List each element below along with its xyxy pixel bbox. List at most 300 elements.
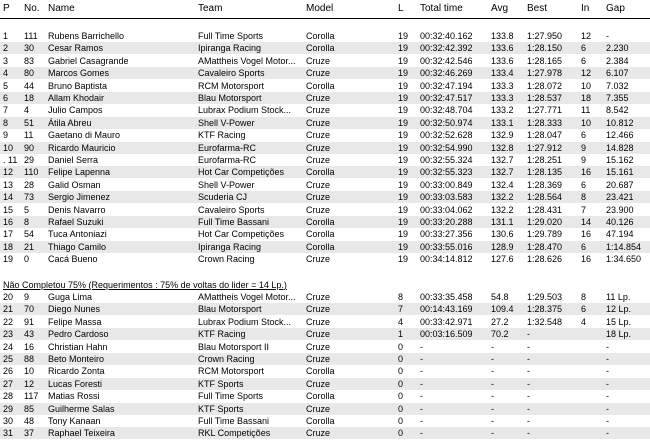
cell-in-lap: 6: [581, 304, 587, 315]
cell-driver-name: Raphael Teixeira: [48, 428, 115, 439]
cell-best-lap: -: [527, 366, 530, 377]
cell-best-lap: -: [527, 428, 530, 439]
cell-total-time: 00:03:16.509: [420, 329, 473, 340]
table-row: [0, 55, 650, 67]
cell-team-name: Shell V-Power: [198, 179, 255, 190]
cell-in-lap: 16: [581, 229, 592, 240]
cell-team-name: Eurofarma-RC: [198, 142, 257, 153]
cell-total-time: 00:32:42.392: [420, 43, 473, 54]
cell-car-number: 37: [24, 428, 35, 439]
cell-driver-name: Lucas Foresti: [48, 378, 103, 389]
cell-average-speed: -: [491, 428, 494, 439]
cell-car-number: 11: [24, 130, 34, 141]
cell-in-lap: 18: [581, 93, 592, 103]
cell-car-number: 88: [24, 354, 35, 364]
cell-driver-name: Cesar Ramos: [48, 43, 104, 54]
cell-best-lap: 1:27.978: [527, 68, 563, 79]
cell-in-lap: 6: [581, 55, 587, 66]
cell-car-model: Corolla: [306, 416, 335, 426]
cell-total-time: 00:33:03.583: [420, 192, 473, 203]
cell-car-number: 18: [24, 93, 35, 103]
cell-average-speed: 132.8: [491, 142, 514, 153]
cell-best-lap: 1:27.950: [527, 31, 563, 41]
cell-best-lap: -: [527, 416, 530, 426]
cell-team-name: Lubrax Podium Stock...: [198, 105, 292, 116]
cell-position: 10: [3, 142, 14, 153]
header-gap: Gap: [606, 3, 625, 14]
cell-car-number: 85: [24, 403, 35, 414]
cell-position: 6: [3, 93, 9, 103]
cell-laps: 19: [398, 80, 409, 91]
cell-best-lap: 1:32.548: [527, 316, 563, 327]
cell-car-model: Cruze: [306, 155, 331, 165]
cell-average-speed: -: [491, 366, 494, 377]
cell-car-model: Corolla: [306, 229, 335, 240]
cell-gap: 10.812: [606, 117, 634, 128]
cell-laps: 0: [398, 403, 404, 414]
cell-position: 12: [3, 167, 14, 178]
cell-team-name: AMattheis Vogel Motor...: [198, 55, 296, 66]
cell-best-lap: 1:28.431: [527, 204, 563, 215]
cell-car-model: Cruze: [306, 55, 331, 66]
cell-team-name: Full Time Sports: [198, 31, 264, 41]
cell-laps: 19: [398, 93, 409, 103]
header-total-time: Total time: [420, 3, 463, 14]
cell-car-number: 10: [24, 366, 35, 377]
cell-average-speed: -: [491, 416, 494, 426]
cell-driver-name: Gaetano di Mauro: [48, 130, 121, 141]
cell-team-name: Scuderia CJ: [198, 192, 248, 203]
cell-in-lap: 16: [581, 254, 592, 265]
cell-average-speed: -: [491, 341, 494, 352]
cell-position: 1: [3, 31, 9, 41]
table-row: [0, 291, 650, 303]
cell-car-number: 83: [24, 55, 35, 66]
cell-car-model: Cruze: [306, 130, 331, 141]
cell-laps: 19: [398, 117, 409, 128]
table-row: [0, 117, 650, 129]
cell-in-lap: 10: [581, 80, 592, 91]
cell-best-lap: 1:28.626: [527, 254, 563, 265]
cell-total-time: -: [420, 391, 423, 402]
cell-position: 24: [3, 341, 14, 352]
header-position: P: [3, 3, 10, 14]
cell-gap: 23.421: [606, 192, 634, 203]
cell-in-lap: 6: [581, 43, 587, 54]
cell-car-model: Cruze: [306, 68, 331, 79]
cell-in-lap: 12: [581, 31, 592, 41]
cell-best-lap: 1:28.047: [527, 130, 563, 141]
cell-car-number: 44: [24, 80, 35, 91]
cell-in-lap: 12: [581, 68, 592, 79]
cell-position: 17: [3, 229, 14, 240]
cell-average-speed: -: [491, 354, 494, 364]
cell-laps: 19: [398, 142, 409, 153]
cell-average-speed: 133.2: [491, 105, 514, 116]
column-header-row: [0, 0, 650, 18]
cell-total-time: 00:32:46.269: [420, 68, 473, 79]
cell-team-name: RCM Motorsport: [198, 366, 265, 377]
cell-laps: 19: [398, 155, 409, 165]
table-row: [0, 403, 650, 415]
cell-total-time: 00:33:55.016: [420, 241, 473, 252]
cell-car-number: 4: [24, 105, 30, 116]
cell-average-speed: 133.1: [491, 117, 514, 128]
cell-average-speed: 109.4: [491, 304, 514, 315]
cell-total-time: -: [420, 378, 423, 389]
cell-position: 25: [3, 354, 14, 364]
table-row: [0, 166, 650, 178]
cell-total-time: -: [420, 341, 423, 352]
cell-car-model: Cruze: [306, 378, 331, 389]
cell-gap: 15 Lp.: [606, 316, 632, 327]
table-row: [0, 129, 650, 141]
cell-gap: 15.161: [606, 167, 634, 178]
cell-average-speed: 127.6: [491, 254, 514, 265]
cell-gap: -: [606, 428, 609, 439]
cell-team-name: RKL Competições: [198, 428, 271, 439]
cell-driver-name: Daniel Serra: [48, 155, 99, 165]
cell-average-speed: 54.8: [491, 292, 509, 302]
cell-gap: 15.162: [606, 155, 634, 165]
cell-total-time: -: [420, 428, 423, 439]
cell-laps: 19: [398, 130, 409, 141]
cell-car-number: 43: [24, 329, 35, 340]
cell-position: 2: [3, 43, 9, 54]
cell-total-time: 00:33:35.458: [420, 292, 473, 302]
cell-total-time: -: [420, 354, 423, 364]
cell-total-time: 00:32:47.517: [420, 93, 473, 103]
cell-gap: -: [606, 403, 609, 414]
cell-position: . 11: [3, 155, 18, 165]
table-row: [0, 316, 650, 328]
cell-team-name: Blau Motorsport II: [198, 341, 270, 352]
cell-driver-name: Gabriel Casagrande: [48, 55, 129, 66]
cell-position: 19: [3, 254, 14, 265]
cell-car-number: 117: [24, 391, 39, 402]
cell-best-lap: 1:28.251: [527, 155, 563, 165]
cell-position: 16: [3, 217, 14, 227]
cell-gap: -: [606, 391, 609, 402]
cell-position: 7: [3, 105, 9, 116]
cell-in-lap: 6: [581, 130, 587, 141]
cell-team-name: Crown Racing: [198, 354, 255, 364]
cell-average-speed: 132.7: [491, 155, 514, 165]
cell-position: 30: [3, 416, 14, 426]
header-name: Name: [48, 3, 75, 14]
cell-total-time: 00:33:00.849: [420, 179, 473, 190]
cell-car-model: Cruze: [306, 403, 331, 414]
cell-team-name: Cavaleiro Sports: [198, 204, 265, 215]
table-row: [0, 253, 650, 265]
cell-best-lap: 1:28.072: [527, 80, 563, 91]
cell-car-model: Cruze: [306, 142, 331, 153]
cell-driver-name: Julio Campos: [48, 105, 103, 116]
cell-gap: 11 Lp.: [606, 292, 631, 302]
header-number: No.: [24, 3, 40, 14]
cell-car-number: 48: [24, 416, 35, 426]
cell-car-number: 73: [24, 192, 35, 203]
cell-car-model: Corolla: [306, 217, 335, 227]
cell-in-lap: 16: [581, 167, 592, 178]
cell-team-name: Full Time Sports: [198, 391, 264, 402]
cell-in-lap: 9: [581, 142, 587, 153]
cell-position: 27: [3, 378, 14, 389]
cell-car-number: 70: [24, 304, 35, 315]
cell-laps: 19: [398, 43, 409, 54]
cell-in-lap: 8: [581, 292, 587, 302]
cell-team-name: Crown Racing: [198, 254, 255, 265]
cell-gap: 20.687: [606, 179, 634, 190]
table-row: [0, 80, 650, 92]
table-row: [0, 67, 650, 79]
cell-position: 9: [3, 130, 9, 141]
table-row: [0, 390, 650, 402]
table-row: [0, 365, 650, 377]
cell-laps: 19: [398, 55, 409, 66]
cell-laps: 19: [398, 192, 409, 203]
cell-laps: 0: [398, 416, 404, 426]
cell-average-speed: 133.6: [491, 55, 514, 66]
cell-team-name: Cavaleiro Sports: [198, 68, 265, 79]
cell-driver-name: Sergio Jimenez: [48, 192, 111, 203]
cell-total-time: 00:32:55.323: [420, 167, 473, 178]
cell-driver-name: Tony Kanaan: [48, 416, 101, 426]
cell-driver-name: Guilherme Salas: [48, 403, 115, 414]
cell-team-name: Ipiranga Racing: [198, 241, 262, 252]
cell-car-model: Corolla: [306, 167, 335, 178]
cell-best-lap: 1:28.333: [527, 117, 563, 128]
cell-gap: -: [606, 31, 609, 41]
cell-average-speed: 133.3: [491, 93, 514, 103]
cell-laps: 19: [398, 167, 409, 178]
cell-car-model: Corolla: [306, 43, 335, 54]
cell-position: 23: [3, 329, 14, 340]
cell-driver-name: Cacá Bueno: [48, 254, 98, 265]
cell-average-speed: -: [491, 403, 494, 414]
table-row: [0, 228, 650, 240]
cell-total-time: 00:32:52.628: [420, 130, 473, 141]
cell-average-speed: 133.6: [491, 43, 514, 54]
cell-position: 18: [3, 241, 14, 252]
table-row: [0, 303, 650, 315]
cell-laps: 19: [398, 254, 409, 265]
cell-average-speed: 27.2: [491, 316, 509, 327]
cell-average-speed: -: [491, 378, 494, 389]
cell-best-lap: 1:29.789: [527, 229, 563, 240]
cell-driver-name: Galid Osman: [48, 179, 101, 190]
cell-laps: 0: [398, 428, 404, 439]
cell-gap: 12 Lp.: [606, 304, 632, 315]
table-row: [0, 241, 650, 253]
cell-best-lap: 1:27.912: [527, 142, 563, 153]
cell-team-name: Full Time Bassani: [198, 217, 270, 227]
cell-laps: 19: [398, 179, 409, 190]
cell-total-time: 00:32:40.162: [420, 31, 473, 41]
cell-laps: 0: [398, 391, 404, 402]
cell-car-number: 0: [24, 254, 30, 265]
cell-driver-name: Felipe Lapenna: [48, 167, 111, 178]
cell-gap: 2.230: [606, 43, 629, 54]
cell-average-speed: 132.2: [491, 204, 514, 215]
cell-car-model: Corolla: [306, 31, 335, 41]
cell-position: 14: [3, 192, 14, 203]
cell-laps: 4: [398, 316, 404, 327]
cell-best-lap: -: [527, 341, 530, 352]
cell-position: 26: [3, 366, 14, 377]
cell-best-lap: -: [527, 329, 530, 340]
cell-gap: -: [606, 341, 609, 352]
cell-driver-name: Pedro Cardoso: [48, 329, 109, 340]
table-row: [0, 353, 650, 365]
cell-total-time: 00:33:04.062: [420, 204, 473, 215]
cell-total-time: 00:34:14.812: [420, 254, 473, 265]
header-model: Model: [306, 3, 334, 14]
cell-team-name: Eurofarma-RC: [198, 155, 257, 165]
cell-total-time: -: [420, 366, 423, 377]
cell-position: 15: [3, 204, 14, 215]
table-row: [0, 179, 650, 191]
cell-position: 31: [3, 428, 14, 439]
cell-total-time: 00:32:42.546: [420, 55, 473, 66]
cell-car-model: Cruze: [306, 179, 331, 190]
table-row: [0, 30, 650, 42]
cell-in-lap: 8: [581, 192, 587, 203]
cell-car-number: 110: [24, 167, 39, 178]
cell-car-number: 28: [24, 179, 35, 190]
cell-car-number: 91: [24, 316, 35, 327]
cell-in-lap: 7: [581, 204, 587, 215]
cell-position: 3: [3, 55, 9, 66]
cell-laps: 19: [398, 229, 409, 240]
cell-best-lap: 1:28.564: [527, 192, 563, 203]
cell-gap: 18 Lp.: [606, 329, 632, 340]
cell-laps: 19: [398, 68, 409, 79]
cell-car-model: Corolla: [306, 80, 335, 91]
table-row: [0, 104, 650, 116]
cell-average-speed: 132.4: [491, 179, 514, 190]
cell-average-speed: 128.9: [491, 241, 514, 252]
cell-in-lap: 9: [581, 155, 587, 165]
cell-best-lap: 1:29.020: [527, 217, 563, 227]
cell-best-lap: -: [527, 403, 530, 414]
cell-driver-name: Ricardo Zonta: [48, 366, 105, 377]
cell-total-time: 00:32:50.974: [420, 117, 473, 128]
cell-gap: 8.542: [606, 105, 629, 116]
cell-position: 13: [3, 179, 14, 190]
table-row: [0, 378, 650, 390]
cell-car-number: 8: [24, 217, 30, 227]
cell-team-name: KTF Racing: [198, 130, 246, 141]
cell-laps: 19: [398, 105, 409, 116]
cell-total-time: 00:33:20.288: [420, 217, 473, 227]
cell-in-lap: 6: [581, 241, 587, 252]
cell-car-model: Cruze: [306, 93, 331, 103]
cell-average-speed: 132.2: [491, 192, 514, 203]
cell-car-number: 21: [24, 241, 35, 252]
cell-car-model: Cruze: [306, 354, 331, 364]
table-row: [0, 328, 650, 340]
cell-driver-name: Ricardo Mauricio: [48, 142, 116, 153]
cell-team-name: RCM Motorsport: [198, 80, 265, 91]
cell-team-name: Full Time Bassani: [198, 416, 270, 426]
cell-car-model: Cruze: [306, 428, 331, 439]
cell-driver-name: Felipe Massa: [48, 316, 102, 327]
cell-gap: -: [606, 354, 609, 364]
cell-car-model: Cruze: [306, 105, 331, 116]
cell-car-number: 51: [24, 117, 35, 128]
cell-gap: 12.466: [606, 130, 634, 141]
table-row: [0, 415, 650, 427]
cell-team-name: Blau Motorsport: [198, 93, 262, 103]
cell-average-speed: 131.1: [491, 217, 514, 227]
cell-driver-name: Beto Monteiro: [48, 354, 105, 364]
cell-position: 4: [3, 68, 9, 79]
cell-car-model: Cruze: [306, 192, 331, 203]
cell-in-lap: 4: [581, 316, 587, 327]
cell-gap: -: [606, 416, 609, 426]
cell-gap: 1:14.854: [606, 241, 642, 252]
cell-in-lap: 6: [581, 179, 587, 190]
cell-driver-name: Christian Hahn: [48, 341, 108, 352]
cell-total-time: 00:32:55.324: [420, 155, 473, 165]
cell-car-model: Cruze: [306, 204, 331, 215]
cell-driver-name: Bruno Baptista: [48, 80, 108, 91]
cell-position: 29: [3, 403, 14, 414]
cell-gap: 47.194: [606, 229, 634, 240]
cell-car-model: Corolla: [306, 366, 335, 377]
cell-average-speed: 132.7: [491, 167, 514, 178]
table-row: [0, 154, 650, 166]
cell-team-name: Ipiranga Racing: [198, 43, 262, 54]
header-in: In: [581, 3, 590, 14]
cell-team-name: Blau Motorsport: [198, 304, 262, 315]
cell-position: 8: [3, 117, 9, 128]
cell-average-speed: 133.8: [491, 31, 514, 41]
table-row: [0, 142, 650, 154]
cell-best-lap: 1:28.470: [527, 241, 563, 252]
table-row: [0, 427, 650, 439]
cell-team-name: Shell V-Power: [198, 117, 255, 128]
cell-in-lap: 11: [581, 105, 591, 116]
cell-team-name: KTF Racing: [198, 329, 246, 340]
table-row: [0, 92, 650, 104]
cell-best-lap: -: [527, 378, 530, 389]
cell-car-number: 12: [24, 378, 35, 389]
cell-car-number: 90: [24, 142, 35, 153]
cell-driver-name: Rubens Barrichello: [48, 31, 125, 41]
cell-car-model: Cruze: [306, 304, 331, 315]
cell-team-name: Lubrax Podium Stock...: [198, 316, 292, 327]
table-row: [0, 216, 650, 228]
cell-position: 22: [3, 316, 14, 327]
cell-average-speed: 70.2: [491, 329, 509, 340]
cell-best-lap: 1:28.375: [527, 304, 563, 315]
cell-car-model: Cruze: [306, 292, 331, 302]
cell-average-speed: 130.6: [491, 229, 514, 240]
cell-best-lap: 1:27.771: [527, 105, 563, 116]
cell-best-lap: 1:29.503: [527, 292, 563, 302]
cell-driver-name: Tuca Antoniazi: [48, 229, 107, 240]
cell-car-model: Cruze: [306, 254, 331, 265]
cell-driver-name: Diego Nunes: [48, 304, 101, 315]
cell-position: 28: [3, 391, 14, 402]
cell-laps: 0: [398, 378, 404, 389]
cell-team-name: KTF Sports: [198, 403, 244, 414]
cell-driver-name: Átila Abreu: [48, 117, 92, 128]
cell-laps: 8: [398, 292, 404, 302]
cell-car-number: 111: [24, 31, 38, 41]
